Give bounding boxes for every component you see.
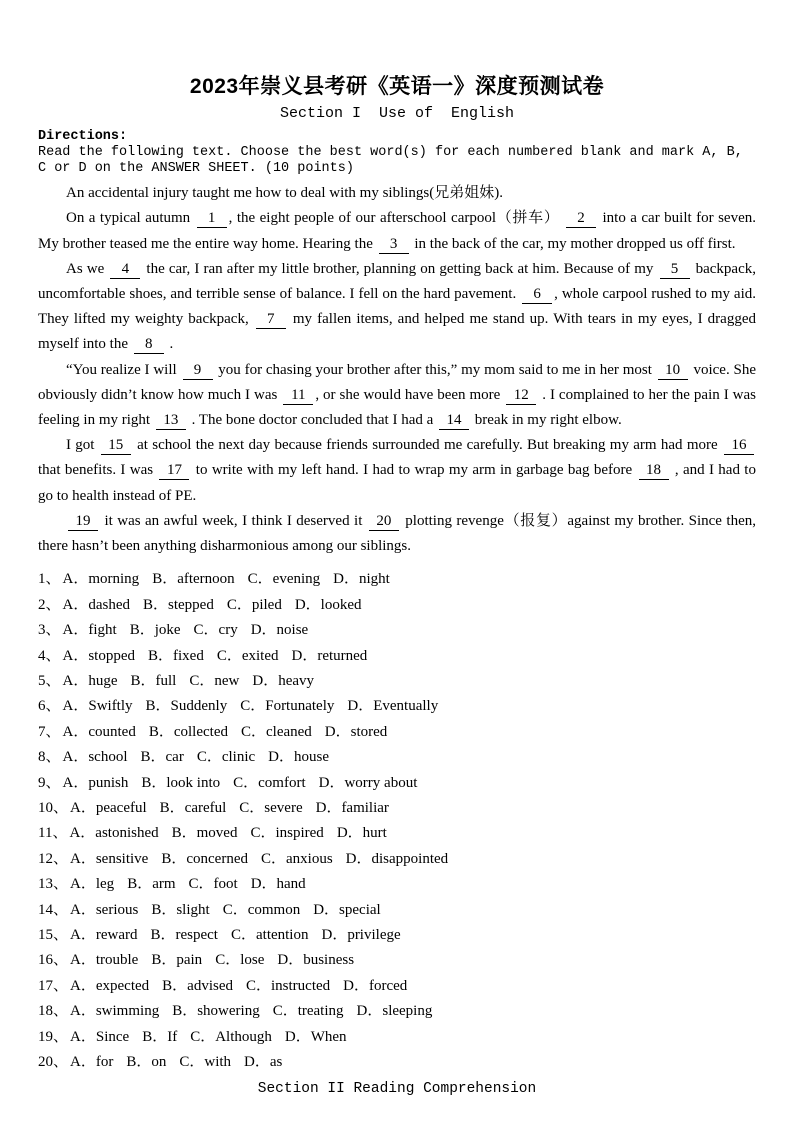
question-8-option-A: A．school <box>62 749 128 766</box>
question-row-6 <box>38 694 756 719</box>
question-14-option-C: C．common <box>222 901 301 918</box>
question-3-option-A: A．fight <box>62 622 117 639</box>
question-16-option-B: B．pain <box>151 952 203 969</box>
question-number: 14、 <box>38 901 69 918</box>
question-9-option-A: A．punish <box>62 774 129 791</box>
question-1-option-D: D．night <box>333 571 390 588</box>
question-10-option-C: C．severe <box>239 799 303 816</box>
question-9-option-C: C．comfort <box>233 774 306 791</box>
question-row-4 <box>38 644 756 669</box>
question-4-option-C: C．exited <box>216 647 279 664</box>
question-4-option-B: B．fixed <box>148 647 204 664</box>
page-title: 2023年崇义县考研《英语一》深度预测试卷 <box>189 75 605 98</box>
cloze-blank-4: 4 <box>110 261 140 279</box>
question-11-option-B: B．moved <box>171 825 238 842</box>
question-17-option-D: D．forced <box>343 977 408 994</box>
question-number: 19、 <box>38 1028 69 1045</box>
question-number: 9、 <box>38 774 61 791</box>
passage-paragraph: 19 it was an awful week, I think I deserved it 20 plotting revenge（报复）against my brother. Since then, there hasn’t been anything disharmonious among our siblings. <box>38 512 756 555</box>
question-15-option-C: C．attention <box>230 926 309 943</box>
section1-heading: Section I Use of English <box>279 105 515 123</box>
question-4-option-D: D．returned <box>291 647 368 664</box>
question-18-option-B: B．showering <box>172 1003 260 1020</box>
question-19-option-D: D．When <box>284 1028 347 1045</box>
directions-label: Directions: <box>38 129 128 145</box>
question-number: 3、 <box>38 622 61 639</box>
question-10-option-D: D．familiar <box>315 799 389 816</box>
question-row-2 <box>38 593 756 618</box>
passage-paragraph: “You realize I will 9 you for chasing your brother after this,” my mom said to me in her most 10 voice. She obviously didn’t know how much I was 11 , or she would have been more 12 . I complained to her the pain I was feeling in my right 13 . The bone doctor concluded that I had a 14 break in my right elbow. <box>38 361 757 429</box>
question-12-option-A: A．sensitive <box>70 850 149 867</box>
question-5-option-B: B．full <box>130 672 177 689</box>
question-20-option-C: C．with <box>179 1054 232 1071</box>
question-13-option-B: B．arm <box>127 876 176 893</box>
question-19-option-C: C．Although <box>190 1028 272 1045</box>
question-4-option-A: A．stopped <box>62 647 136 664</box>
question-7-option-D: D．stored <box>324 723 388 740</box>
question-1-option-A: A．morning <box>62 571 140 588</box>
question-6-option-A: A．Swiftly <box>62 698 133 715</box>
cloze-blank-18: 18 <box>639 462 669 480</box>
question-18-option-D: D．sleeping <box>356 1003 433 1020</box>
question-2-option-A: A．dashed <box>62 596 131 613</box>
cloze-blank-3: 3 <box>379 236 409 254</box>
question-18-option-A: A．swimming <box>70 1003 160 1020</box>
question-12-option-D: D．disappointed <box>345 850 449 867</box>
cloze-blank-2: 2 <box>566 210 596 228</box>
question-17-option-A: A．expected <box>70 977 150 994</box>
cloze-blank-5: 5 <box>660 261 690 279</box>
question-list <box>38 567 756 1075</box>
question-13-option-C: C．foot <box>188 876 238 893</box>
cloze-blank-20: 20 <box>369 513 399 531</box>
question-18-option-C: C．treating <box>272 1003 344 1020</box>
question-13-option-A: A．leg <box>70 876 115 893</box>
question-row-13 <box>38 872 756 897</box>
question-20-option-A: A．for <box>70 1054 114 1071</box>
cloze-blank-12: 12 <box>506 387 536 405</box>
question-2-option-C: C．piled <box>226 596 282 613</box>
section2-heading: Section II Reading Comprehension <box>257 1081 537 1098</box>
question-16-option-D: D．business <box>277 952 355 969</box>
question-row-15 <box>38 923 756 948</box>
question-row-14 <box>38 898 756 923</box>
question-12-option-C: C．anxious <box>260 850 333 867</box>
question-number: 11、 <box>38 825 68 842</box>
question-10-option-A: A．peaceful <box>70 799 147 816</box>
question-row-8 <box>38 745 756 770</box>
cloze-blank-16: 16 <box>724 437 754 455</box>
question-3-option-B: B．joke <box>129 622 181 639</box>
cloze-blank-19: 19 <box>68 513 98 531</box>
cloze-blank-11: 11 <box>283 387 313 405</box>
question-12-option-B: B．concerned <box>161 850 248 867</box>
cloze-blank-13: 13 <box>156 412 186 430</box>
question-number: 13、 <box>38 876 69 893</box>
question-20-option-D: D．as <box>244 1054 283 1071</box>
cloze-blank-10: 10 <box>658 362 688 380</box>
question-13-option-D: D．hand <box>250 876 306 893</box>
question-11-option-C: C．inspired <box>250 825 324 842</box>
question-8-option-B: B．car <box>140 749 184 766</box>
question-row-16 <box>38 948 756 973</box>
question-number: 4、 <box>38 647 61 664</box>
question-5-option-C: C．new <box>189 672 240 689</box>
question-3-option-C: C．cry <box>193 622 238 639</box>
question-10-option-B: B．careful <box>159 799 227 816</box>
cloze-blank-7: 7 <box>256 311 286 329</box>
cloze-blank-14: 14 <box>439 412 469 430</box>
question-9-option-B: B．look into <box>141 774 221 791</box>
question-20-option-B: B．on <box>126 1054 167 1071</box>
question-7-option-B: B．collected <box>148 723 228 740</box>
question-3-option-D: D．noise <box>250 622 309 639</box>
question-row-20 <box>38 1050 756 1075</box>
question-row-11 <box>38 821 756 846</box>
question-number: 1、 <box>38 571 61 588</box>
question-row-19 <box>38 1025 756 1050</box>
question-2-option-D: D．looked <box>294 596 362 613</box>
question-11-option-D: D．hurt <box>336 825 387 842</box>
question-19-option-B: B．If <box>142 1028 178 1045</box>
passage-paragraph: On a typical autumn 1 , the eight people of our afterschool carpool（拼车） 2 into a car built for seven. My brother teased me the entire way home. Hearing the 3 in the back of the car, my mother dropped us off first. <box>38 210 756 252</box>
question-15-option-A: A．reward <box>70 926 138 943</box>
question-row-18 <box>38 999 756 1024</box>
question-14-option-B: B．slight <box>151 901 210 918</box>
question-16-option-C: C．lose <box>215 952 265 969</box>
question-15-option-B: B．respect <box>150 926 218 943</box>
question-number: 17、 <box>38 977 69 994</box>
question-2-option-B: B．stepped <box>143 596 214 613</box>
cloze-blank-1: 1 <box>197 210 227 228</box>
question-number: 18、 <box>38 1003 69 1020</box>
question-9-option-D: D．worry about <box>318 774 418 791</box>
question-number: 7、 <box>38 723 61 740</box>
question-17-option-B: B．advised <box>162 977 233 994</box>
question-11-option-A: A．astonished <box>69 825 159 842</box>
cloze-blank-15: 15 <box>101 437 131 455</box>
cloze-blank-17: 17 <box>159 462 189 480</box>
question-17-option-C: C．instructed <box>245 977 331 994</box>
cloze-blank-9: 9 <box>183 362 213 380</box>
passage-paragraph: An accidental injury taught me how to deal with my siblings(兄弟姐妹). <box>66 185 504 202</box>
question-8-option-C: C．clinic <box>196 749 256 766</box>
question-row-3 <box>38 618 756 643</box>
question-number: 12、 <box>38 850 69 867</box>
question-row-12 <box>38 847 756 872</box>
question-number: 8、 <box>38 749 61 766</box>
question-16-option-A: A．trouble <box>70 952 139 969</box>
question-5-option-A: A．huge <box>62 672 118 689</box>
question-14-option-A: A．serious <box>70 901 139 918</box>
question-14-option-D: D．special <box>313 901 381 918</box>
question-row-5 <box>38 669 756 694</box>
question-number: 6、 <box>38 698 61 715</box>
question-row-10 <box>38 796 756 821</box>
passage-paragraph: I got 15 at school the next day because friends surrounded me carefully. But breaking my arm had more 16 that benefits. I was 17 to write with my left hand. I had to wrap my arm in garbage bag before 18 , and I had to go to health instead of PE. <box>38 437 756 504</box>
question-number: 15、 <box>38 926 69 943</box>
cloze-blank-6: 6 <box>522 286 552 304</box>
question-number: 10、 <box>38 799 69 816</box>
question-number: 16、 <box>38 952 69 969</box>
question-19-option-A: A．Since <box>70 1028 130 1045</box>
cloze-passage <box>38 181 756 559</box>
question-8-option-D: D．house <box>268 749 329 766</box>
question-6-option-C: C．Fortunately <box>240 698 335 715</box>
question-6-option-D: D．Eventually <box>347 698 439 715</box>
question-7-option-C: C．cleaned <box>240 723 312 740</box>
question-7-option-A: A．counted <box>62 723 136 740</box>
question-15-option-D: D．privilege <box>321 926 401 943</box>
question-row-1 <box>38 567 756 592</box>
question-number: 20、 <box>38 1054 69 1071</box>
question-1-option-C: C．evening <box>247 571 321 588</box>
question-row-9 <box>38 771 756 796</box>
question-5-option-D: D．heavy <box>252 672 315 689</box>
cloze-blank-8: 8 <box>134 336 164 354</box>
question-1-option-B: B．afternoon <box>152 571 235 588</box>
passage-paragraph: As we 4 the car, I ran after my little brother, planning on getting back at him. Because of my 5 backpack, uncomfortable shoes, and terrible sense of balance. I fell on the hard pavement. 6 , whole carpool rushed to my aid. They lifted my weighty backpack, 7 my fallen items, and helped me stand up. With tears in my eyes, I dragged myself into the 8 . <box>38 260 756 353</box>
question-number: 5、 <box>38 672 61 689</box>
question-row-17 <box>38 974 756 999</box>
directions-text: Read the following text. Choose the best word(s) for each numbered blank and mark A, B, C or D on the ANSWER SHEET. (10 points) <box>38 145 743 177</box>
question-6-option-B: B．Suddenly <box>145 698 228 715</box>
question-row-7 <box>38 720 756 745</box>
question-number: 2、 <box>38 596 61 613</box>
